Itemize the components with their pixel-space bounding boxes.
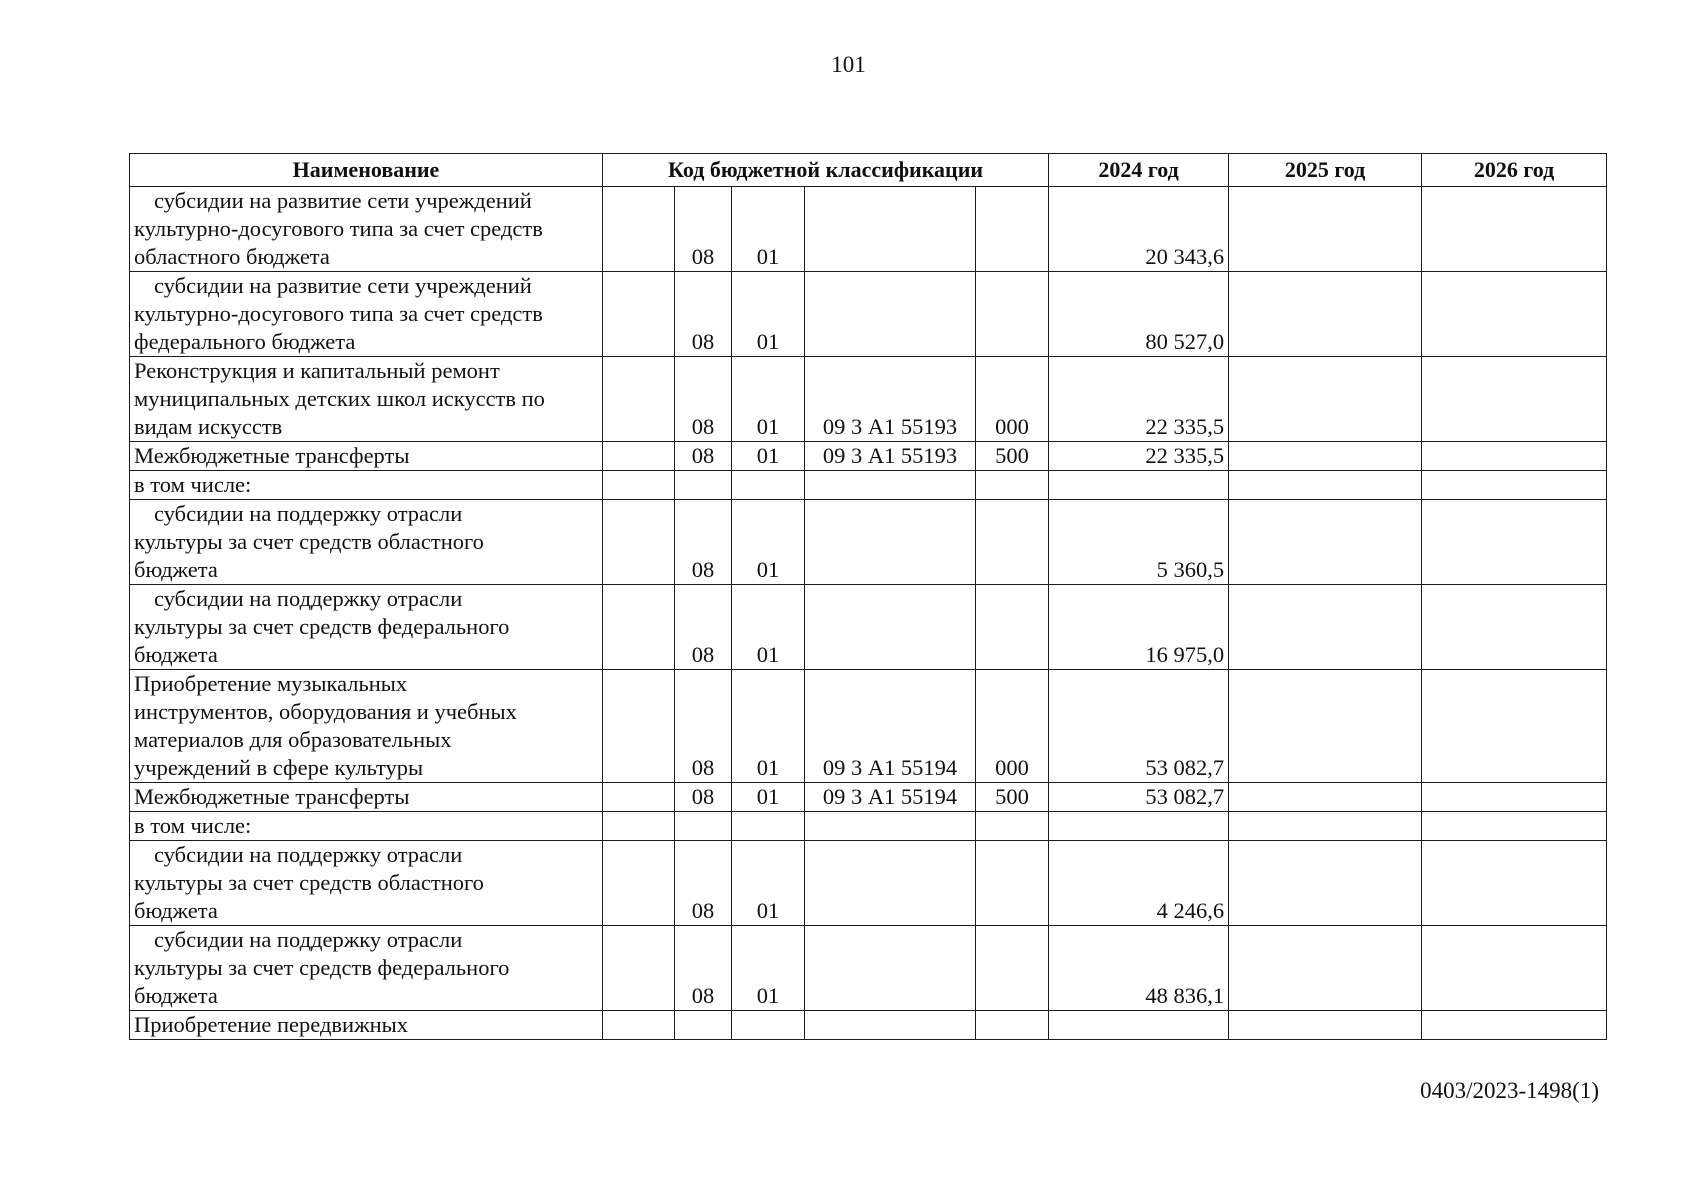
value-2024 (1049, 471, 1229, 500)
code-blank-cell (603, 670, 675, 783)
value-2026 (1422, 442, 1607, 471)
section-code (675, 471, 732, 500)
subsection-code: 01 (732, 500, 805, 585)
value-2026 (1422, 357, 1607, 442)
subsection-code: 01 (732, 926, 805, 1011)
expense-type-code (976, 585, 1049, 670)
value-2024: 48 836,1 (1049, 926, 1229, 1011)
row-name-line: в том числе: (134, 813, 252, 838)
value-2026 (1422, 471, 1607, 500)
row-name-line: федерального бюджета (134, 329, 356, 354)
code-blank-cell (603, 471, 675, 500)
subsection-code (732, 1011, 805, 1040)
target-article-code (805, 1011, 976, 1040)
row-name-line: культуры за счет средств областного (134, 529, 484, 554)
expense-type-code (976, 812, 1049, 841)
section-code: 08 (675, 500, 732, 585)
row-name-line: субсидии на поддержку отрасли (154, 842, 463, 867)
target-article-code (805, 500, 976, 585)
row-name-line: субсидии на развитие сети учреждений (154, 188, 532, 213)
section-code: 08 (675, 272, 732, 357)
expense-type-code (976, 187, 1049, 272)
value-2025 (1229, 812, 1422, 841)
value-2026 (1422, 187, 1607, 272)
row-name (130, 500, 603, 585)
header-2025: 2025 год (1229, 154, 1422, 187)
row-name-line: инструментов, оборудования и учебных (134, 699, 517, 724)
value-2024: 22 335,5 (1049, 442, 1229, 471)
row-name (130, 272, 603, 357)
row-name (130, 357, 603, 442)
value-2025 (1229, 926, 1422, 1011)
subsection-code: 01 (732, 357, 805, 442)
code-blank-cell (603, 272, 675, 357)
value-2024 (1049, 812, 1229, 841)
section-code: 08 (675, 670, 732, 783)
value-2026 (1422, 500, 1607, 585)
row-name (130, 670, 603, 783)
target-article-code: 09 3 А1 55194 (805, 783, 976, 812)
subsection-code: 01 (732, 841, 805, 926)
row-name-line: бюджета (134, 642, 218, 667)
row-name-line: субсидии на поддержку отрасли (154, 501, 463, 526)
value-2025 (1229, 783, 1422, 812)
value-2026 (1422, 812, 1607, 841)
value-2025 (1229, 357, 1422, 442)
code-blank-cell (603, 187, 675, 272)
target-article-code: 09 3 А1 55193 (805, 357, 976, 442)
subsection-code (732, 812, 805, 841)
subsection-code: 01 (732, 783, 805, 812)
value-2024: 16 975,0 (1049, 585, 1229, 670)
row-name-line: культурно-досугового типа за счет средств (134, 216, 543, 241)
header-2026: 2026 год (1422, 154, 1607, 187)
target-article-code (805, 187, 976, 272)
value-2024: 22 335,5 (1049, 357, 1229, 442)
table-row (130, 783, 1607, 812)
budget-table (129, 153, 1607, 1040)
value-2026 (1422, 670, 1607, 783)
table-row (130, 500, 1607, 585)
row-name-line: муниципальных детских школ искусств по (134, 386, 545, 411)
target-article-code (805, 471, 976, 500)
section-code: 08 (675, 187, 732, 272)
table-row (130, 585, 1607, 670)
table-row (130, 357, 1607, 442)
section-code (675, 1011, 732, 1040)
target-article-code (805, 841, 976, 926)
target-article-code: 09 3 А1 55194 (805, 670, 976, 783)
row-name-line: Реконструкция и капитальный ремонт (134, 358, 500, 383)
row-name-line: бюджета (134, 983, 218, 1008)
row-name-line: субсидии на поддержку отрасли (154, 586, 463, 611)
section-code: 08 (675, 783, 732, 812)
row-name-line: Межбюджетные трансферты (134, 784, 410, 809)
section-code: 08 (675, 442, 732, 471)
row-name-line: культуры за счет средств областного (134, 870, 484, 895)
row-name (130, 841, 603, 926)
section-code (675, 812, 732, 841)
value-2025 (1229, 471, 1422, 500)
value-2024: 20 343,6 (1049, 187, 1229, 272)
value-2024: 80 527,0 (1049, 272, 1229, 357)
row-name-line: видам искусств (134, 414, 283, 439)
row-name-line: областного бюджета (134, 244, 330, 269)
code-blank-cell (603, 841, 675, 926)
subsection-code: 01 (732, 670, 805, 783)
target-article-code (805, 585, 976, 670)
table-row (130, 272, 1607, 357)
row-name (130, 1011, 603, 1040)
target-article-code (805, 812, 976, 841)
value-2026 (1422, 272, 1607, 357)
section-code: 08 (675, 926, 732, 1011)
row-name-line: культуры за счет средств федерального (134, 955, 510, 980)
value-2025 (1229, 500, 1422, 585)
code-blank-cell (603, 926, 675, 1011)
value-2025 (1229, 187, 1422, 272)
expense-type-code (976, 272, 1049, 357)
value-2025 (1229, 1011, 1422, 1040)
subsection-code (732, 471, 805, 500)
row-name (130, 471, 603, 500)
header-row (130, 154, 1607, 187)
row-name (130, 783, 603, 812)
row-name-line: субсидии на развитие сети учреждений (154, 273, 532, 298)
value-2026 (1422, 783, 1607, 812)
subsection-code: 01 (732, 585, 805, 670)
value-2025 (1229, 585, 1422, 670)
row-name-line: культурно-досугового типа за счет средств (134, 301, 543, 326)
row-name-line: бюджета (134, 557, 218, 582)
subsection-code: 01 (732, 442, 805, 471)
table-row (130, 442, 1607, 471)
section-code: 08 (675, 585, 732, 670)
expense-type-code: 500 (976, 783, 1049, 812)
value-2024: 53 082,7 (1049, 783, 1229, 812)
table-row (130, 471, 1607, 500)
value-2024: 53 082,7 (1049, 670, 1229, 783)
expense-type-code: 000 (976, 670, 1049, 783)
header-name: Наименование (130, 154, 603, 187)
table-row (130, 187, 1607, 272)
code-blank-cell (603, 1011, 675, 1040)
value-2026 (1422, 841, 1607, 926)
value-2024: 4 246,6 (1049, 841, 1229, 926)
table-row (130, 926, 1607, 1011)
row-name (130, 187, 603, 272)
expense-type-code (976, 471, 1049, 500)
subsection-code: 01 (732, 187, 805, 272)
code-blank-cell (603, 442, 675, 471)
value-2026 (1422, 926, 1607, 1011)
table-body (130, 187, 1607, 1040)
row-name-line: Приобретение музыкальных (134, 671, 408, 696)
page-number: 101 (831, 52, 866, 77)
target-article-code (805, 272, 976, 357)
document-code: 0403/2023-1498(1) (1420, 1078, 1599, 1103)
table-row (130, 1011, 1607, 1040)
table-row (130, 812, 1607, 841)
subsection-code: 01 (732, 272, 805, 357)
row-name-line: в том числе: (134, 472, 252, 497)
row-name-line: Приобретение передвижных (134, 1012, 409, 1037)
value-2024 (1049, 1011, 1229, 1040)
row-name (130, 585, 603, 670)
expense-type-code (976, 926, 1049, 1011)
code-blank-cell (603, 500, 675, 585)
row-name (130, 926, 603, 1011)
code-blank-cell (603, 357, 675, 442)
row-name-line: Межбюджетные трансферты (134, 443, 410, 468)
expense-type-code (976, 500, 1049, 585)
code-blank-cell (603, 585, 675, 670)
row-name-line: учреждений в сфере культуры (134, 755, 424, 780)
value-2026 (1422, 585, 1607, 670)
header-budget-code: Код бюджетной классификации (603, 154, 1049, 187)
table-row (130, 841, 1607, 926)
target-article-code (805, 926, 976, 1011)
section-code: 08 (675, 841, 732, 926)
table-row (130, 670, 1607, 783)
row-name (130, 812, 603, 841)
code-blank-cell (603, 812, 675, 841)
section-code: 08 (675, 357, 732, 442)
target-article-code: 09 3 А1 55193 (805, 442, 976, 471)
value-2025 (1229, 272, 1422, 357)
code-blank-cell (603, 783, 675, 812)
value-2025 (1229, 442, 1422, 471)
header-2024: 2024 год (1049, 154, 1229, 187)
expense-type-code (976, 1011, 1049, 1040)
value-2025 (1229, 841, 1422, 926)
row-name-line: материалов для образовательных (134, 727, 452, 752)
row-name-line: культуры за счет средств федерального (134, 614, 510, 639)
row-name-line: бюджета (134, 898, 218, 923)
expense-type-code (976, 841, 1049, 926)
expense-type-code: 000 (976, 357, 1049, 442)
row-name-line: субсидии на поддержку отрасли (154, 927, 463, 952)
expense-type-code: 500 (976, 442, 1049, 471)
value-2025 (1229, 670, 1422, 783)
value-2024: 5 360,5 (1049, 500, 1229, 585)
value-2026 (1422, 1011, 1607, 1040)
row-name (130, 442, 603, 471)
